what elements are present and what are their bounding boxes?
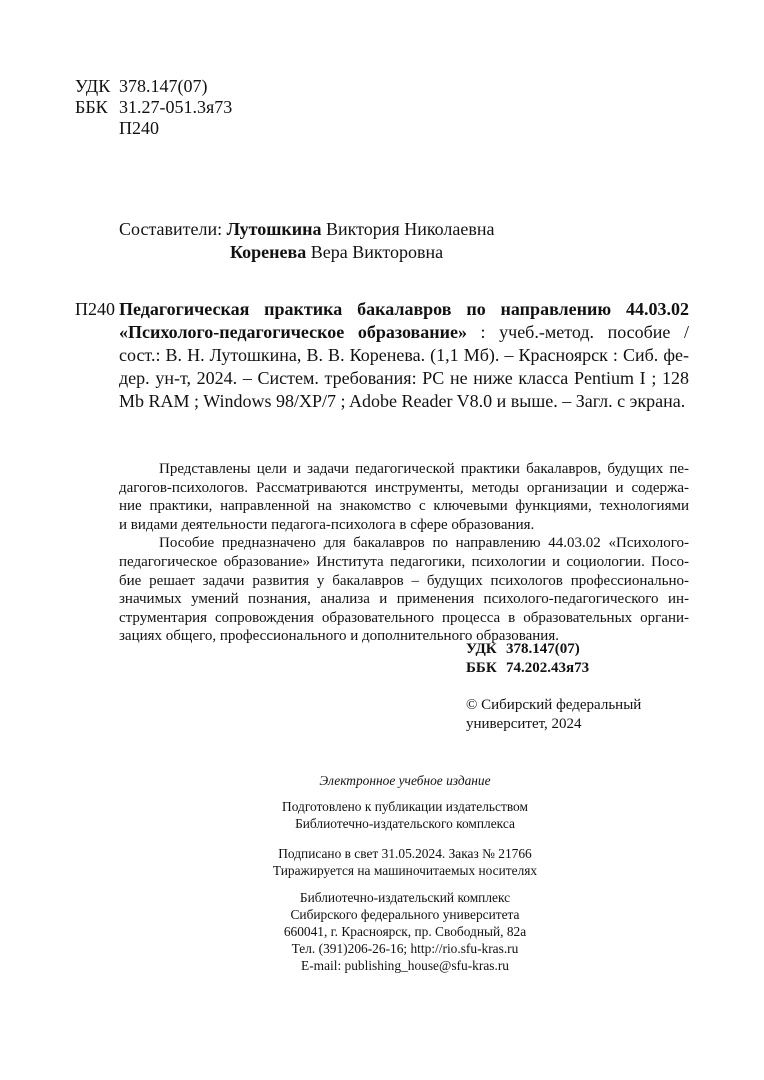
author-mark-value: П240 <box>119 118 159 138</box>
bbk-value: 31.27-051.3я73 <box>119 97 233 117</box>
compilers-block <box>119 219 495 265</box>
biblio-record <box>119 299 689 414</box>
abstract-p2-line-3: бие решает задачи развития у бакалавров – будущих психологов профессионально- <box>119 572 689 589</box>
abstract-p2-line-5: струментария сопровождения образовательного процесса в образовательных органи- <box>119 609 689 626</box>
udk-bottom-value: 378.147(07) <box>506 641 580 657</box>
udk-bottom-label: УДК <box>466 641 497 657</box>
abstract-p2-line-4: значимых умений познания, анализа и применения психолого-педагогического ин- <box>119 591 689 608</box>
udk-row <box>75 76 232 97</box>
compiler-1-given: Виктория Николаевна <box>326 219 495 239</box>
publisher-line-2: Сибирского федерального университета <box>290 907 520 922</box>
copyright-line-2: университет, 2024 <box>466 716 582 732</box>
prepared-line-2: Библиотечно-издательского комплекса <box>295 816 515 831</box>
bbk-bottom-label: ББК <box>466 660 497 676</box>
publisher-email: E-mail: publishing_house@sfu-kras.ru <box>301 958 509 973</box>
compiler-2-surname: Коренева <box>230 242 307 262</box>
abstract-p1-line-2: дагогов-психологов. Рассматриваются инструменты, методы организации и содержа- <box>119 479 689 496</box>
title-bold-2: «Психолого-педагогическое образование» <box>119 322 467 342</box>
udk-label: УДК <box>75 76 111 96</box>
publisher-address: 660041, г. Красноярск, пр. Свободный, 82а <box>283 924 527 939</box>
abstract-p1-line-4: и видами деятельности педагога-психолога в сфере образования. <box>119 516 535 533</box>
biblio-line-2 <box>119 322 689 345</box>
classification-codes-top <box>75 76 232 139</box>
compiler-2-given: Вера Викторовна <box>310 242 444 262</box>
abstract-p1-line-3: ние практики, направленной на знакомство с ключевыми функциями, технологиями <box>119 498 689 515</box>
biblio-line-5: Mb RAM ; Windows 98/XP/7 ; Adobe Reader V8.0 и выше. – Загл. с экрана. <box>119 391 686 411</box>
abstract <box>119 460 689 646</box>
abstract-p2-line-2: педагогическое образование» Института педагогики, психологии и социологии. Посо- <box>119 553 689 570</box>
prepared-line-1: Подготовлено к публикации издательством <box>282 799 528 814</box>
biblio-line-1 <box>119 299 689 322</box>
copyright <box>466 696 641 734</box>
compilers-label: Составители: <box>119 219 223 239</box>
udk-value: 378.147(07) <box>119 76 208 96</box>
signed-line-2: Тиражируется на машиночитаемых носителях <box>272 863 538 878</box>
biblio-line-3: сост.: В. Н. Лутошкина, В. В. Коренева. (1,1 Мб). – Красноярск : Сиб. фе- <box>119 345 689 365</box>
publisher-phone: Тел. (391)206-26-16; http://rio.sfu-kras.ru <box>291 941 519 956</box>
abstract-p2-line-6: зациях общего, профессионального и дополнительного образования. <box>119 628 559 645</box>
edition-type: Электронное учебное издание <box>319 773 491 788</box>
bbk-label: ББК <box>75 97 108 117</box>
title-bold: Педагогическая практика бакалавров по направлению 44.03.02 <box>119 299 689 319</box>
biblio-line-4: дер. ун-т, 2024. – Систем. требования: PC не ниже класса Pentium I ; 128 <box>119 368 689 388</box>
bbk-bottom-value: 74.202.43я73 <box>506 660 590 676</box>
abstract-p2-line-1: Пособие предназначено для бакалавров по направлению 44.03.02 «Психолого- <box>159 535 689 552</box>
copyright-line-1: © Сибирский федеральный <box>466 697 642 713</box>
bbk-row <box>75 97 232 118</box>
publisher-line-1: Библиотечно-издательский комплекс <box>299 890 511 905</box>
author-mark-row <box>75 118 232 139</box>
biblio-line-2-rest: : учеб.-метод. пособие / <box>466 322 690 342</box>
signed-line-1: Подписано в свет 31.05.2024. Заказ № 21766 <box>278 846 532 861</box>
classification-codes-bottom <box>466 640 589 678</box>
imprint <box>200 772 610 974</box>
biblio-code: П240 <box>75 299 115 319</box>
abstract-p1-line-1: Представлены цели и задачи педагогической практики бакалавров, будущих пе- <box>159 461 689 477</box>
compiler-1-surname: Лутошкина <box>226 219 322 239</box>
